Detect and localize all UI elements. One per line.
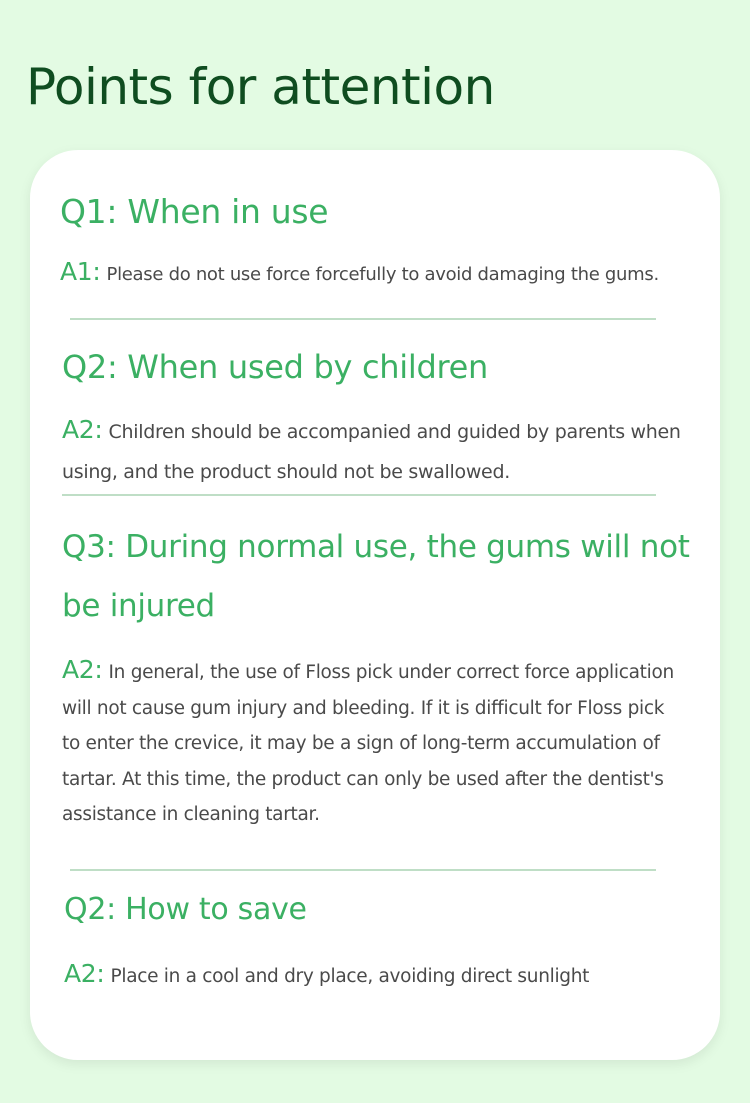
question-1: Q1: When in use (60, 192, 329, 231)
divider (70, 318, 656, 320)
answer-4-label: A2: (64, 959, 105, 988)
answer-1 (60, 252, 700, 295)
answer-4-text: Place in a cool and dry place, avoiding direct sunlight (110, 966, 590, 987)
answer-2-text: Children should be accompanied and guided by parents when using, and the product should not be swallowed. (62, 421, 681, 483)
question-2: Q2: When used by children (62, 348, 489, 386)
answer-1-label: A1: (60, 257, 101, 286)
page-title: Points for attention (26, 58, 495, 116)
answer-4 (64, 954, 694, 997)
question-4: Q2: How to save (64, 892, 307, 927)
answer-1-text: Please do not use force forcefully to avoid damaging the gums. (106, 264, 659, 285)
answer-2-label: A2: (62, 415, 103, 444)
answer-3-label: A2: (62, 655, 103, 684)
answer-2 (62, 410, 692, 492)
divider (70, 869, 656, 871)
divider (62, 494, 656, 496)
answer-3-text: In general, the use of Floss pick under correct force application will not cause gum injury and bleeding. If it is difficult for Floss pick to enter the crevice, it may be a sign of long-term accumulation of tartar. At this time, the product can only be used after the dentist's assistance in cleaning tartar. (62, 662, 674, 825)
faq-card (30, 150, 720, 1060)
answer-3 (62, 652, 684, 833)
question-3: Q3: During normal use, the gums will not be injured (62, 529, 690, 624)
